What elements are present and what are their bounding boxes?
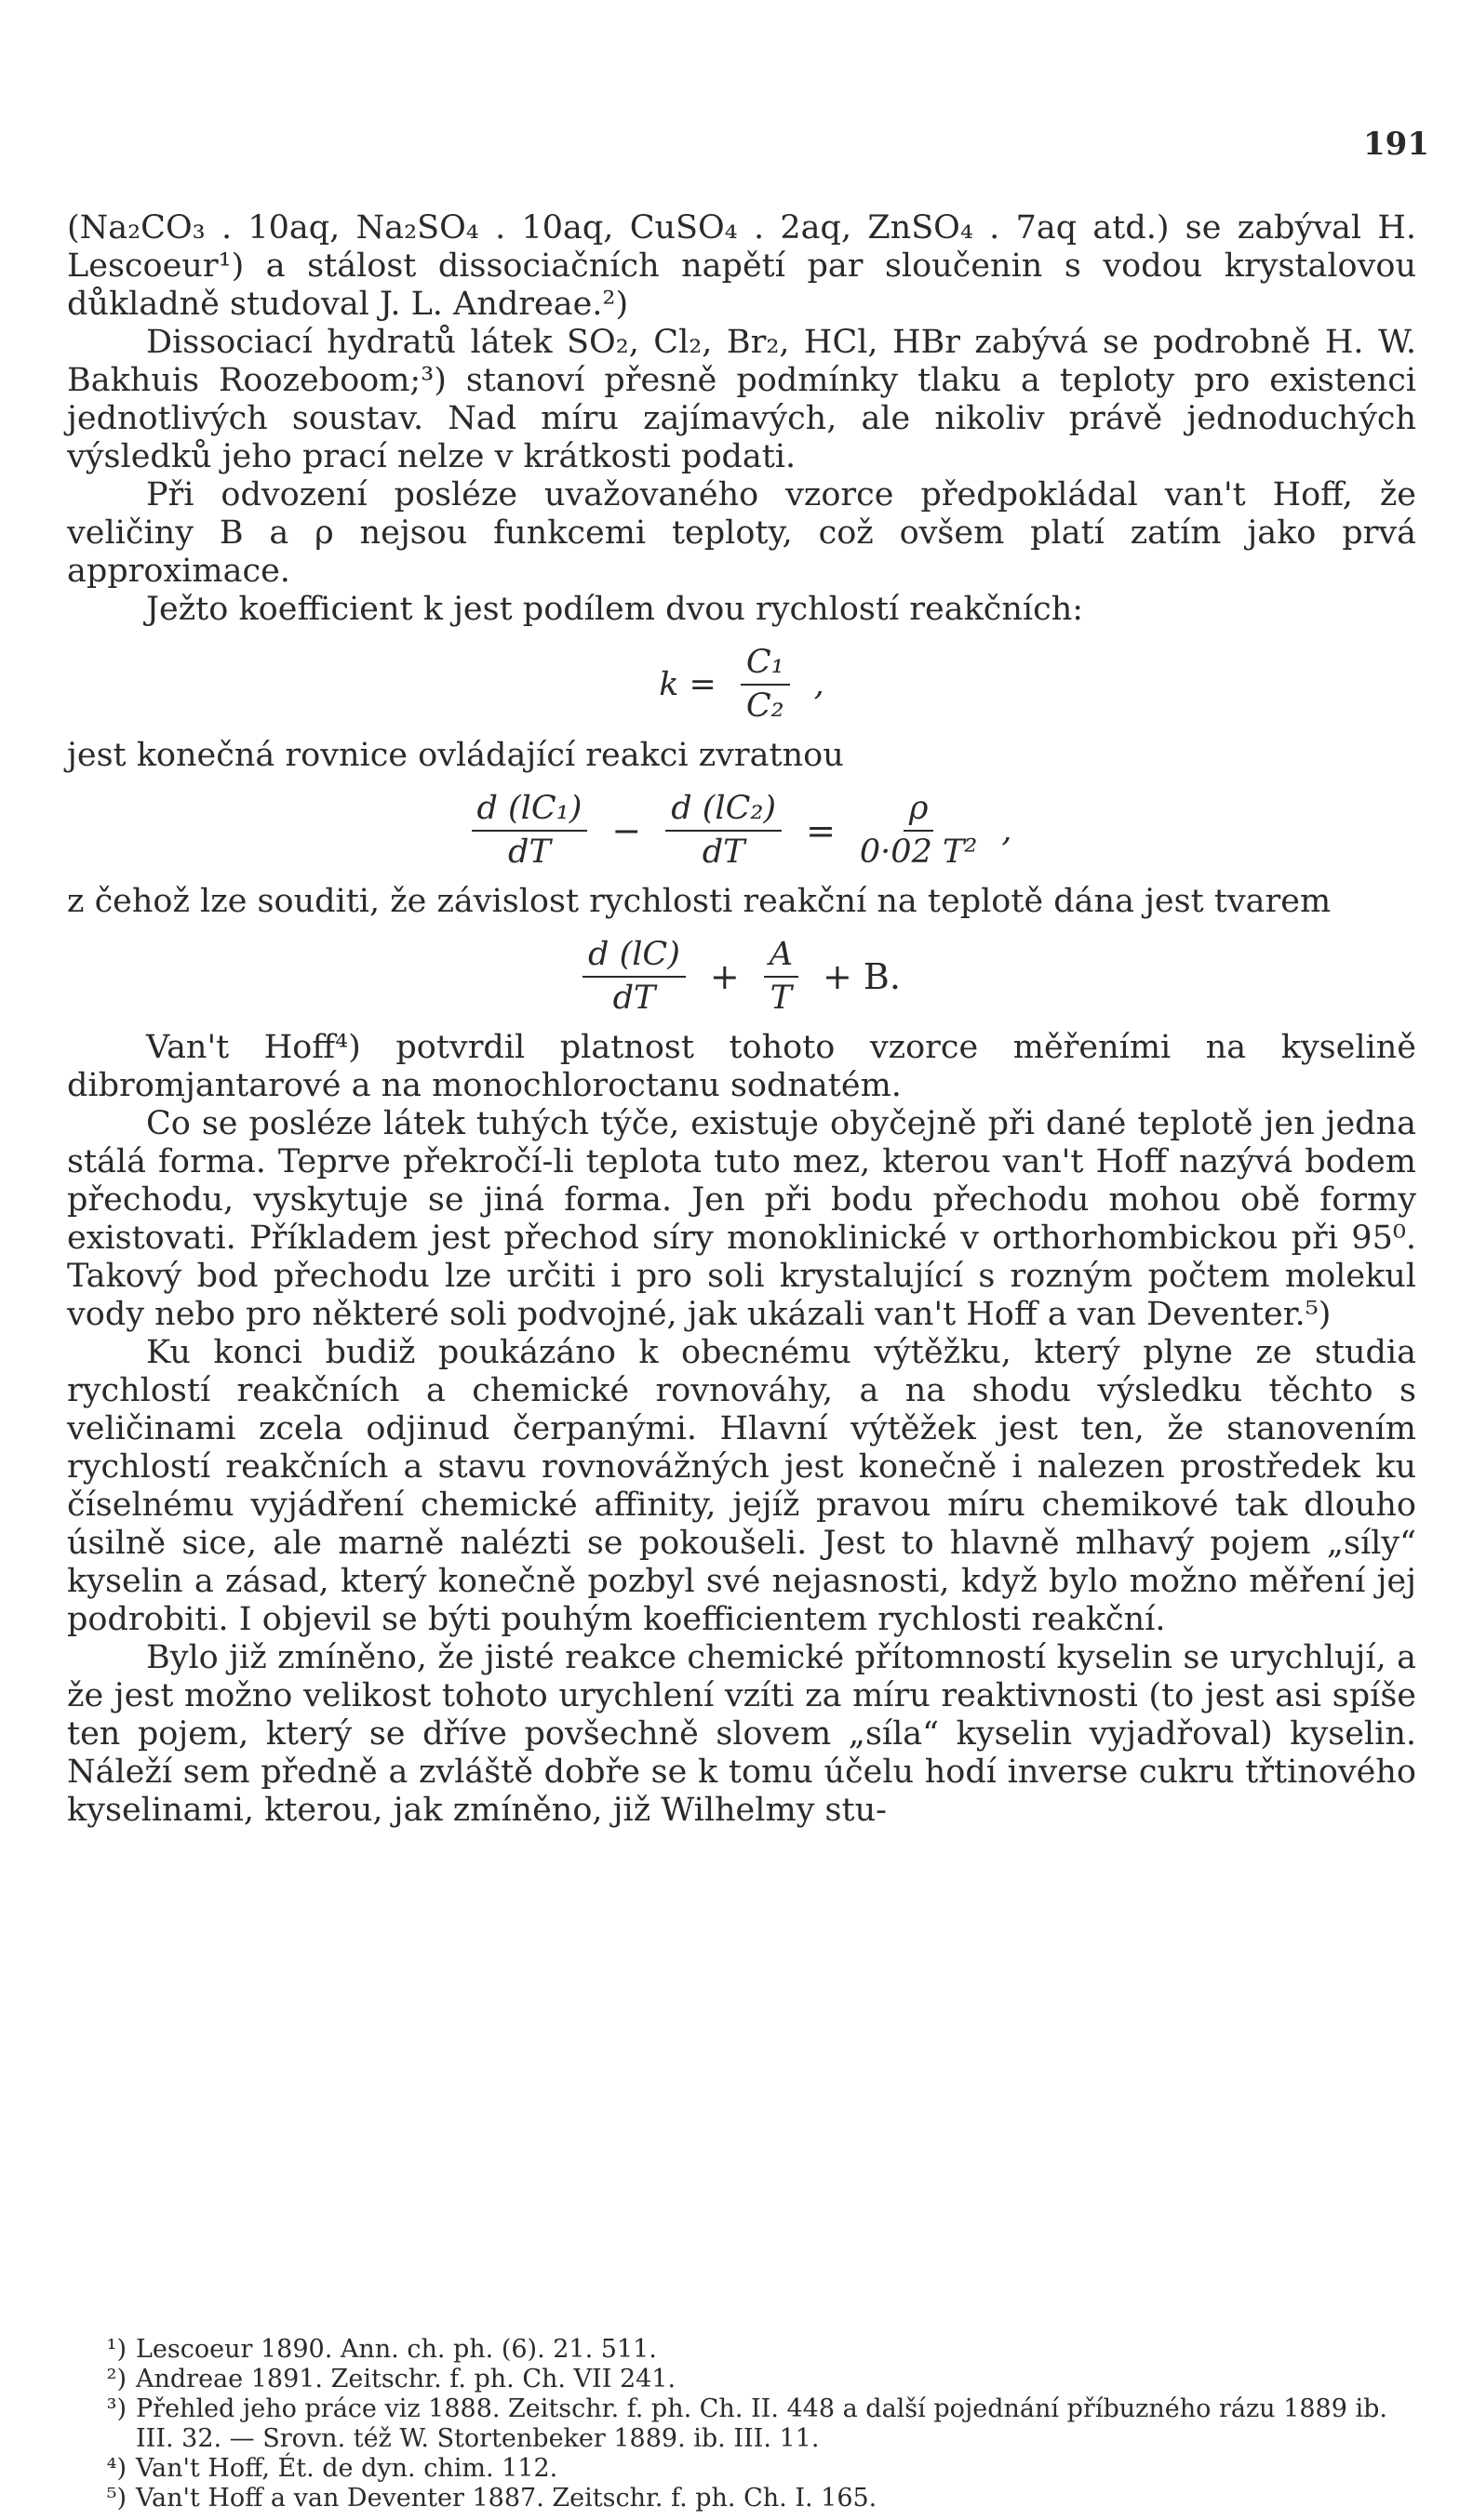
eq1-denominator: C₂	[745, 687, 784, 725]
paragraph: Bylo již zmíněno, že jisté reakce chemické přítomností kyselin se urychlují, a že jest možno velikost tohoto urychlení vzíti za míru reaktivnosti (to jest asi spíše ten pojem, který se dříve povšechně slovem „síla“ kyselin vyjadřoval) kyselin. Náleží sem předně a zvláště dobře se k tomu účelu hodí inverse cukru třtinového kyselinami, kterou, jak zmíněno, již Wilhelmy stu-	[67, 1639, 1416, 1829]
eq2-term1-den: dT	[508, 833, 551, 871]
footnote-mark: ¹)	[106, 2335, 127, 2364]
eq2-minus: −	[611, 809, 642, 851]
paragraph: Při odvození posléze uvažovaného vzorce předpokládal van't Hoff, že veličiny B a ρ nejsou funkcemi teploty, což ovšem platí zatím jako prvá approximace.	[67, 476, 1416, 590]
eq2-term2	[665, 790, 782, 872]
eq3-term1-den: dT	[612, 980, 656, 1017]
paragraph: Dissociací hydratů látek SO₂, Cl₂, Br₂, HCl, HBr zabývá se podrobně H. W. Bakhuis Roozeboom;³) stanoví přesně podmínky tlaku a teploty pro existenci jednotlivých soustav. Nad míru zajímavých, ale nikoliv právě jednoduchých výsledků jeho prací nelze v krátkosti podati.	[67, 324, 1416, 475]
eq3-term1	[583, 936, 686, 1018]
eq3-term1-num: d (lC)	[583, 936, 686, 978]
eq2-term3-den: 0·02 T²	[859, 833, 978, 871]
eq1-fraction	[741, 644, 790, 726]
footnotes	[102, 2335, 1414, 2513]
eq2-term3-num: ρ	[904, 790, 934, 832]
paragraph: Ku konci budiž poukázáno k obecnému výtěžku, který plyne ze studia rychlostí reakčních a chemické rovnováhy, a na shodu výsledku těchto s veličinami zcela odjinud čerpanými. Hlavní výtěžek jest ten, že stanovením rychlostí reakčních a stavu rovnovážných jest konečně i nalezen prostředek ku číselnému vyjádření chemické affinity, jejíž pravou míru chemikové tak dlouho úsilně sice, ale marně nalézti se pokoušeli. Jest to hlavně mlhavý pojem „síly“ kyselin a zásad, který konečně pozbyl své nejasnosti, když bylo možno měření jej podrobiti. I objevil se býti pouhým koefficientem rychlosti reakční.	[67, 1334, 1416, 1638]
footnote-text: Lescoeur 1890. Ann. ch. ph. (6). 21. 511.	[136, 2335, 657, 2364]
equation-k-ratio	[67, 644, 1416, 726]
eq2-term2-num: d (lC₂)	[665, 790, 782, 832]
eq1-lhs: k =	[659, 665, 716, 703]
paragraph: jest konečná rovnice ovládající reakci zvratnou	[67, 737, 844, 774]
eq2-term1-num: d (lC₁)	[472, 790, 588, 832]
footnote-mark: ²)	[106, 2365, 127, 2393]
footnote-text: Přehled jeho práce viz 1888. Zeitschr. f. ph. Ch. II. 448 a další pojednání příbuzného rázu 1889 ib. III. 32. — Srovn. též W. Stortenbeker 1889. ib. III. 11.	[136, 2394, 1387, 2453]
eq2-term1	[472, 790, 588, 872]
footnote	[102, 2335, 1414, 2365]
eq1-tail: ,	[813, 665, 824, 703]
eq3-term2-num: A	[764, 936, 798, 978]
footnote	[102, 2365, 1414, 2394]
equation-reaction-rate	[67, 790, 1416, 872]
eq3-plus-b: + B.	[823, 955, 901, 997]
footnote	[102, 2394, 1414, 2454]
footnote-mark: ⁵)	[106, 2484, 127, 2513]
eq2-term3	[860, 790, 977, 872]
footnote-text: Van't Hoff a van Deventer 1887. Zeitschr. f. ph. Ch. I. 165.	[136, 2484, 877, 2513]
equation-temperature-dependence	[67, 936, 1416, 1018]
eq1-numerator: C₁	[741, 644, 790, 686]
eq3-plus: +	[709, 955, 740, 997]
paragraph: z čehož lze souditi, že závislost rychlosti reakční na teplotě dána jest tvarem	[67, 883, 1332, 920]
eq3-term2	[764, 936, 798, 1018]
paragraph: Ježto koefficient k jest podílem dvou rychlostí reakčních:	[146, 591, 1084, 628]
paragraph: (Na₂CO₃ . 10aq, Na₂SO₄ . 10aq, CuSO₄ . 2aq, ZnSO₄ . 7aq atd.) se zabýval H. Lescoeur¹) a stálost dissociačních napětí par sloučenin s vodou krystalovou důkladně studoval J. L. Andreae.²)	[67, 209, 1416, 323]
footnote	[102, 2454, 1414, 2484]
eq2-tail: ,	[1001, 811, 1012, 849]
eq2-equals: =	[806, 809, 836, 851]
footnote-mark: ³)	[106, 2394, 127, 2423]
eq2-term2-den: dT	[702, 833, 745, 871]
eq3-term2-den: T	[770, 980, 793, 1017]
footnote-text: Van't Hoff, Ét. de dyn. chim. 112.	[136, 2454, 558, 2483]
page-number: 191	[1363, 126, 1429, 163]
footnote-text: Andreae 1891. Zeitschr. f. ph. Ch. VII 241.	[136, 2365, 676, 2393]
footnote	[102, 2484, 1414, 2513]
body-text	[67, 209, 1416, 1830]
paragraph: Van't Hoff⁴) potvrdil platnost tohoto vzorce měřeními na kyselině dibromjantarové a na monochloroctanu sodnatém.	[67, 1029, 1416, 1104]
footnote-mark: ⁴)	[106, 2454, 127, 2483]
paragraph: Co se posléze látek tuhých týče, existuje obyčejně při dané teplotě jen jedna stálá forma. Teprve překročí-li teplota tuto mez, kterou van't Hoff nazývá bodem přechodu, vyskytuje se jiná forma. Jen při bodu přechodu mohou obě formy existovati. Příkladem jest přechod síry monoklinické v orthorhombickou při 95⁰. Takový bod přechodu lze určiti i pro soli krystalující s rozným počtem molekul vody nebo pro některé soli podvojné, jak ukázali van't Hoff a van Deventer.⁵)	[67, 1105, 1416, 1333]
